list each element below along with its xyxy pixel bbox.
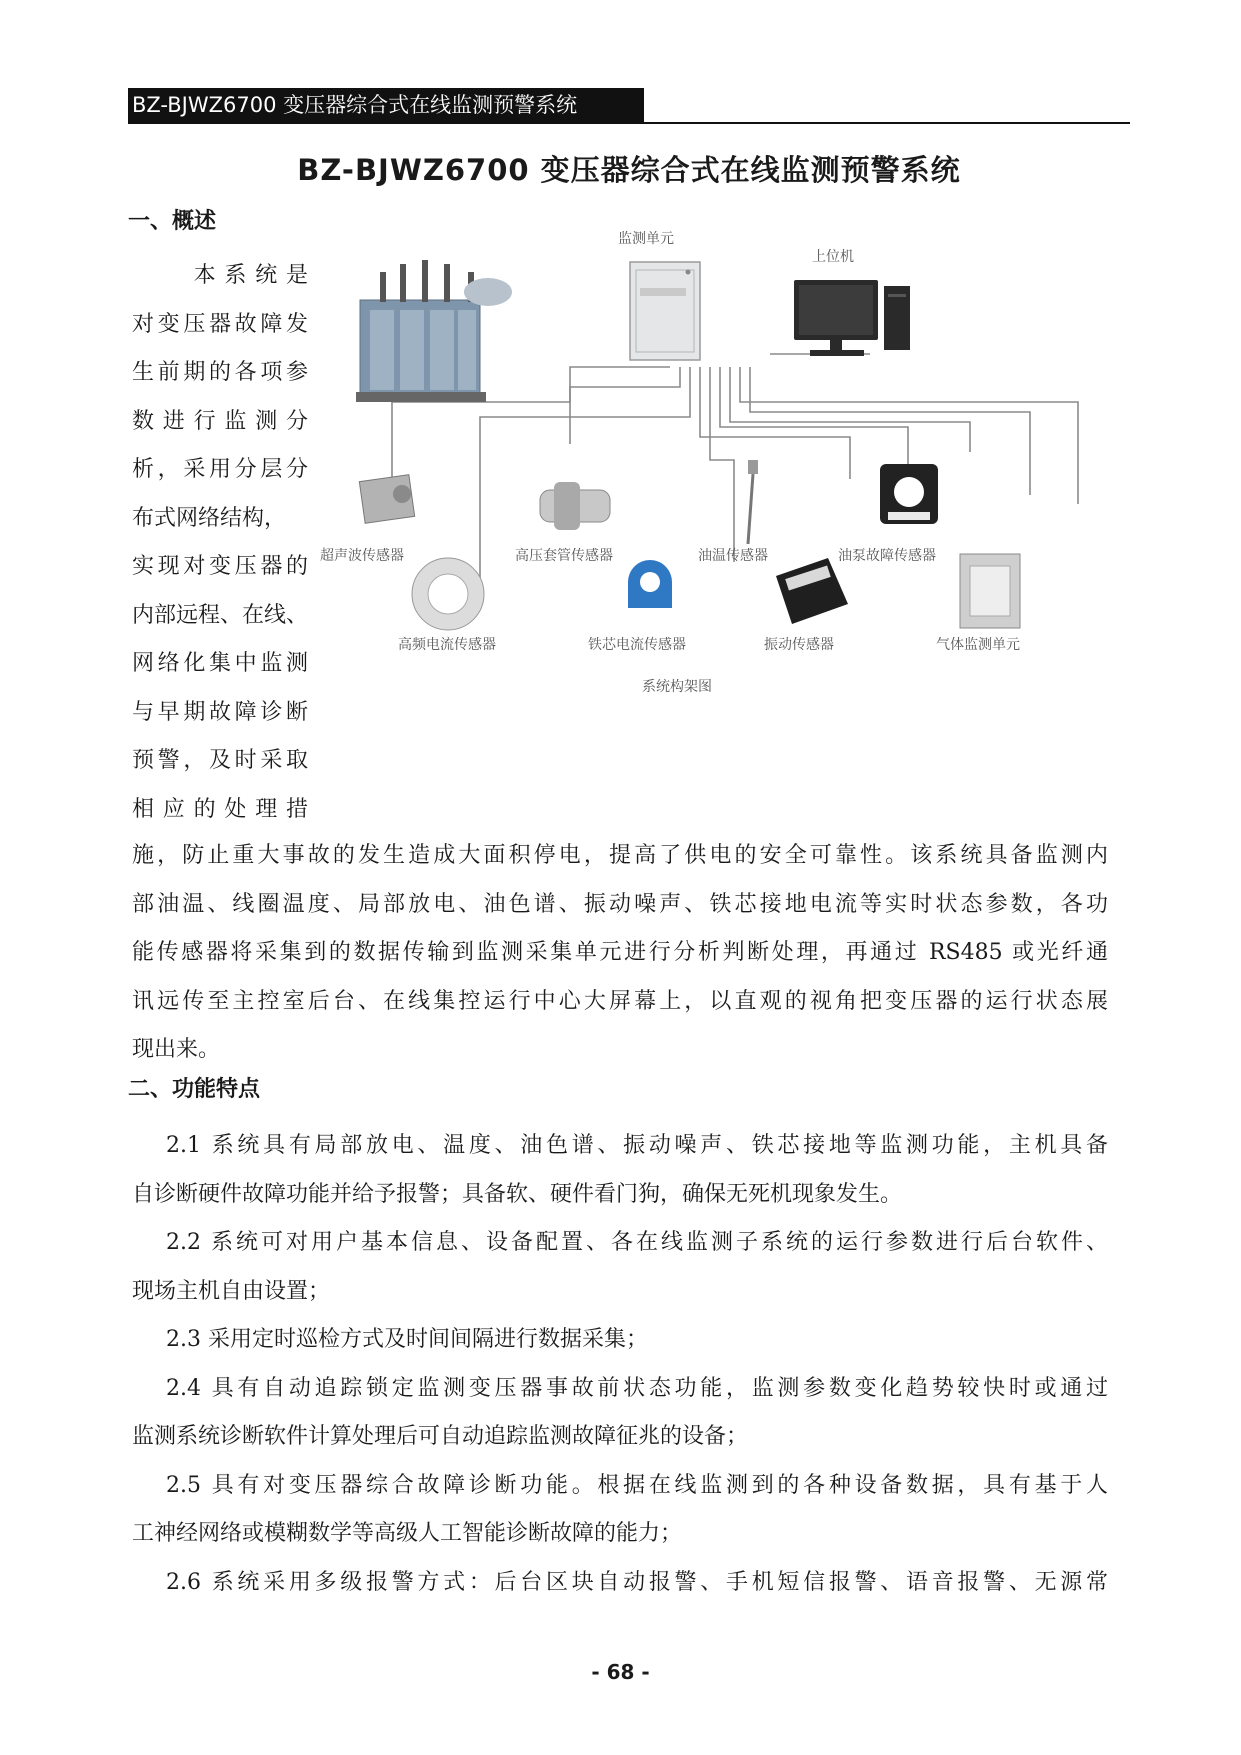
label-monitor-unit: 监测单元 bbox=[618, 231, 674, 247]
text-line: 2.6 系统采用多级报警方式：后台区块自动报警、手机短信报警、语音报警、无源常 bbox=[166, 1569, 1108, 1595]
text-line: 2.1 系统具有局部放电、温度、油色谱、振动噪声、铁芯接地等监测功能，主机具备 bbox=[166, 1133, 1108, 1158]
architecture-diagram bbox=[340, 232, 1130, 792]
text-line: 现出来。 bbox=[132, 1037, 221, 1062]
label-vibration-sensor: 振动传感器 bbox=[764, 637, 834, 653]
text-line: 部油温、线圈温度、局部放电、油色谱、振动噪声、铁芯接地电流等实时状态参数，各功 bbox=[132, 891, 1108, 917]
hf-current-sensor bbox=[412, 558, 484, 630]
text-line: 网络化集中监测 bbox=[132, 651, 308, 676]
label-ultrasonic-sensor: 超声波传感器 bbox=[320, 548, 404, 564]
text-line: 析，采用分层分 bbox=[132, 457, 308, 482]
text-line: 生前期的各项参 bbox=[132, 360, 308, 385]
oil-pump-fault-sensor bbox=[880, 464, 938, 524]
text-line: 现场主机自由设置； bbox=[132, 1278, 331, 1304]
overview-body bbox=[132, 832, 1108, 1075]
features-body bbox=[132, 1122, 1108, 1607]
text-line: 实现对变压器的 bbox=[132, 554, 308, 579]
text-line: 监测系统诊断软件计算处理后可自动追踪监测故障征兆的设备； bbox=[132, 1424, 749, 1449]
text-line: 自诊断硬件故障功能并给予报警；具备软、硬件看门狗，确保无死机现象发生。 bbox=[132, 1181, 903, 1207]
section-heading-features: 二、功能特点 bbox=[128, 1077, 261, 1102]
host-computer bbox=[794, 280, 910, 356]
bushing-sensor bbox=[540, 482, 610, 530]
section-heading-overview: 一、概述 bbox=[128, 209, 217, 234]
text-line: 对变压器故障发 bbox=[132, 311, 308, 337]
label-host-pc: 上位机 bbox=[812, 249, 854, 265]
text-line: 2.3 采用定时巡检方式及时间间隔进行数据采集； bbox=[166, 1327, 648, 1352]
text-line: 内部远程、在线、 bbox=[132, 602, 309, 628]
text-line: 讯远传至主控室后台、在线集控运行中心大屏幕上，以直观的视角把变压器的运行状态展 bbox=[132, 988, 1108, 1014]
oil-temperature-sensor bbox=[748, 460, 758, 544]
text-line: 相应的处理措 bbox=[132, 796, 308, 822]
document-title: BZ-BJWZ6700 变压器综合式在线监测预警系统 bbox=[297, 153, 961, 187]
system-architecture-figure bbox=[320, 231, 1130, 792]
label-bushing-sensor: 高压套管传感器 bbox=[515, 548, 613, 564]
text-line: 2.4 具有自动追踪锁定监测变压器事故前状态功能，监测参数变化趋势较快时或通过 bbox=[166, 1375, 1108, 1401]
text-line: 施，防止重大事故的发生造成大面积停电，提高了供电的安全可靠性。该系统具备监测内 bbox=[132, 843, 1108, 868]
text-line: 布式网络结构， bbox=[132, 505, 287, 531]
running-header-title: BZ-BJWZ6700 变压器综合式在线监测预警系统 bbox=[132, 93, 578, 117]
header-rule bbox=[128, 122, 1130, 124]
text-line: 2.5 具有对变压器综合故障诊断功能。根据在线监测到的各种设备数据，具有基于人 bbox=[166, 1472, 1108, 1498]
text-line: 预警，及时采取 bbox=[132, 748, 308, 773]
vibration-sensor bbox=[776, 558, 848, 624]
text-line: 与早期故障诊断 bbox=[132, 699, 308, 725]
label-oil-temp-sensor: 油温传感器 bbox=[698, 548, 768, 564]
label-hf-current-sensor: 高频电流传感器 bbox=[398, 637, 496, 653]
transformer-image bbox=[356, 260, 512, 402]
ultrasonic-sensor bbox=[359, 475, 414, 524]
text-line: 数进行监测分 bbox=[132, 408, 308, 434]
text-line: 工神经网络或模糊数学等高级人工智能诊断故障的能力； bbox=[132, 1521, 683, 1546]
label-gas-unit: 气体监测单元 bbox=[936, 637, 1020, 653]
text-line: 能传感器将采集到的数据传输到监测采集单元进行分析判断处理，再通过 RS485 或光纤通 bbox=[132, 940, 1108, 965]
core-current-sensor bbox=[628, 560, 672, 608]
label-core-current-sensor: 铁芯电流传感器 bbox=[588, 637, 686, 653]
page-number: - 68 - bbox=[591, 1660, 650, 1684]
text-line: 2.2 系统可对用户基本信息、设备配置、各在线监测子系统的运行参数进行后台软件、 bbox=[166, 1230, 1108, 1255]
figure-caption: 系统构架图 bbox=[642, 679, 712, 695]
text-line: 本系统是 bbox=[132, 263, 308, 288]
label-oil-pump-sensor: 油泵故障传感器 bbox=[838, 548, 936, 564]
monitoring-unit-cabinet bbox=[630, 262, 700, 360]
gas-monitoring-unit bbox=[960, 554, 1020, 628]
overview-wrap-text bbox=[132, 252, 308, 834]
